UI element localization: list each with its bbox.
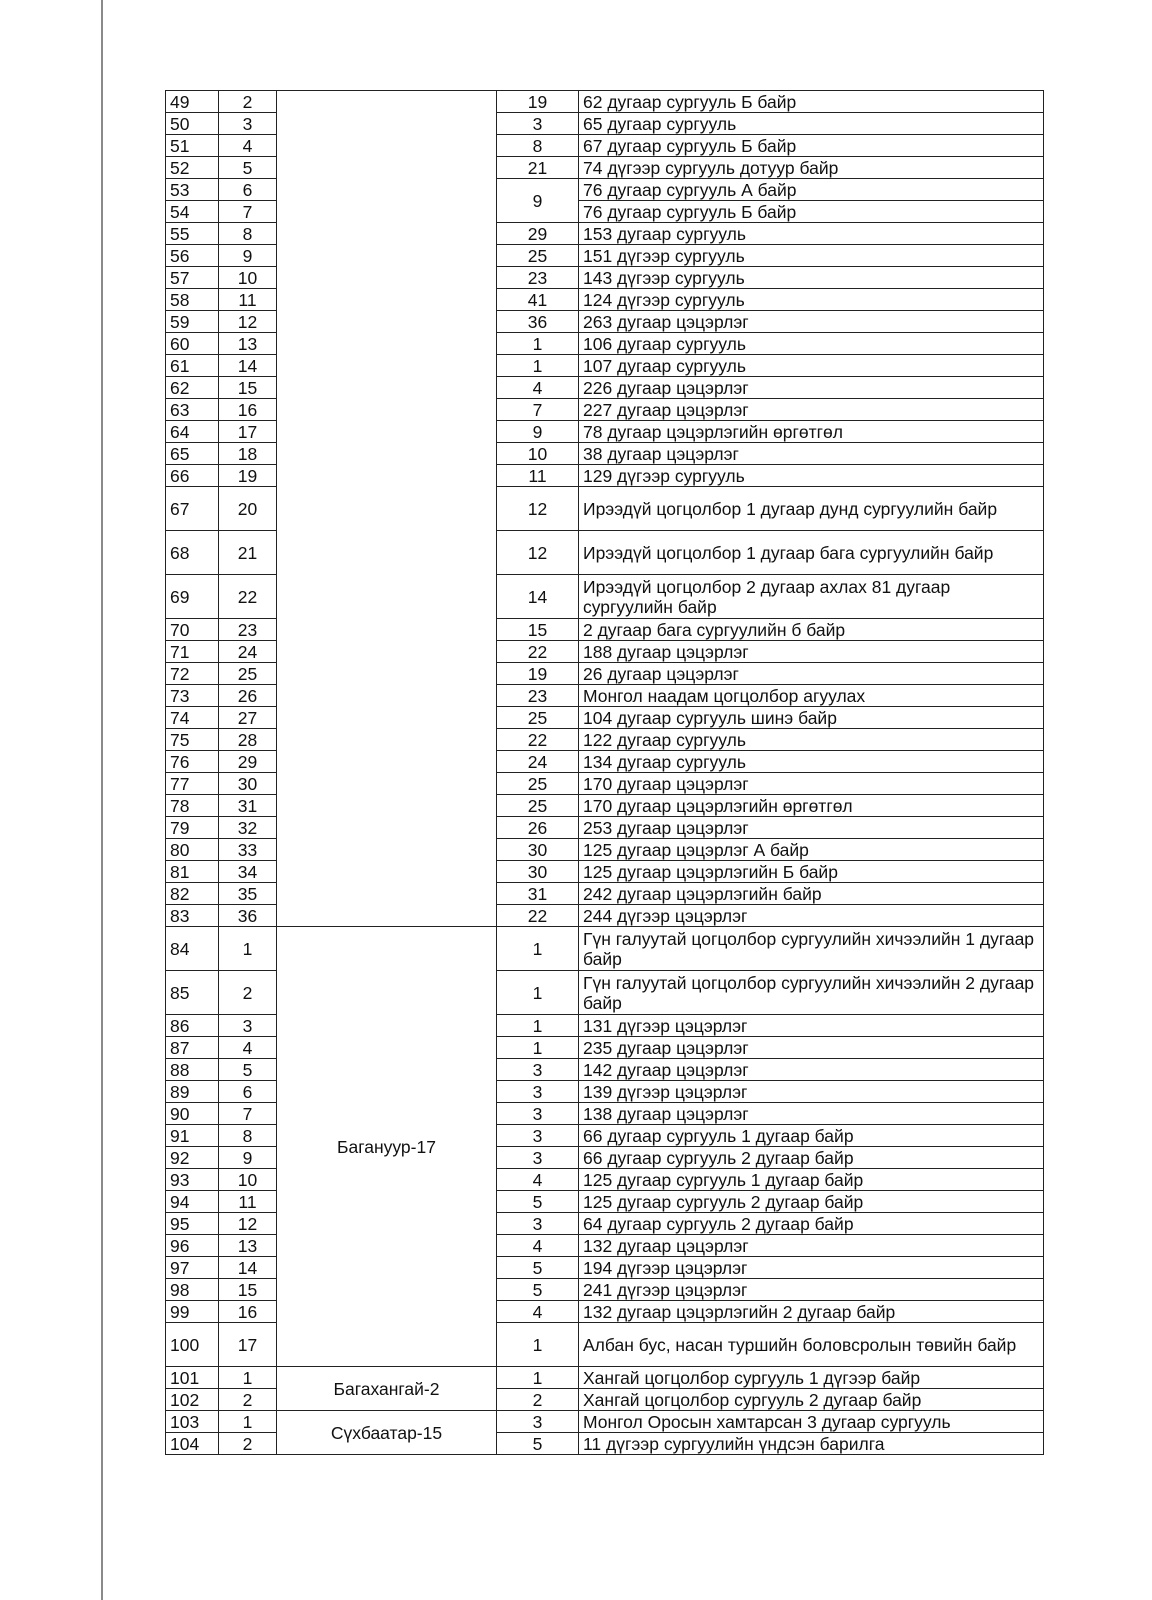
sub-number-cell: 29 bbox=[219, 751, 277, 773]
sub-number-cell: 13 bbox=[219, 333, 277, 355]
facility-name-cell: 125 дугаар цэцэрлэгийн Б байр bbox=[579, 861, 1044, 883]
facility-name-cell: 67 дугаар сургууль Б байр bbox=[579, 135, 1044, 157]
khoroo-cell: 3 bbox=[497, 1411, 579, 1433]
facility-name-cell: 263 дугаар цэцэрлэг bbox=[579, 311, 1044, 333]
table-row bbox=[166, 927, 1044, 971]
sub-number-cell: 11 bbox=[219, 289, 277, 311]
sub-number-cell: 14 bbox=[219, 1257, 277, 1279]
sub-number-cell: 36 bbox=[219, 905, 277, 927]
facility-name-cell: Гүн галуутай цогцолбор сургуулийн хичээлийн 2 дугаар байр bbox=[579, 971, 1044, 1015]
sub-number-cell: 1 bbox=[219, 1367, 277, 1389]
row-number-cell: 56 bbox=[166, 245, 219, 267]
row-number-cell: 61 bbox=[166, 355, 219, 377]
sub-number-cell: 35 bbox=[219, 883, 277, 905]
sub-number-cell: 17 bbox=[219, 421, 277, 443]
khoroo-cell: 3 bbox=[497, 1213, 579, 1235]
district-cell bbox=[277, 91, 497, 927]
khoroo-cell: 9 bbox=[497, 421, 579, 443]
sub-number-cell: 9 bbox=[219, 1147, 277, 1169]
khoroo-cell: 4 bbox=[497, 1301, 579, 1323]
row-number-cell: 49 bbox=[166, 91, 219, 113]
sub-number-cell: 18 bbox=[219, 443, 277, 465]
sub-number-cell: 3 bbox=[219, 1015, 277, 1037]
row-number-cell: 75 bbox=[166, 729, 219, 751]
sub-number-cell: 28 bbox=[219, 729, 277, 751]
facility-name-cell: Монгол Оросын хамтарсан 3 дугаар сургууль bbox=[579, 1411, 1044, 1433]
sub-number-cell: 8 bbox=[219, 223, 277, 245]
facility-name-cell: Ирээдүй цогцолбор 2 дугаар ахлах 81 дугаар сургуулийн байр bbox=[579, 575, 1044, 619]
khoroo-cell: 4 bbox=[497, 1235, 579, 1257]
facility-name-cell: 74 дүгээр сургууль дотуур байр bbox=[579, 157, 1044, 179]
facility-name-cell: 125 дугаар сургууль 1 дугаар байр bbox=[579, 1169, 1044, 1191]
facility-name-cell: 227 дугаар цэцэрлэг bbox=[579, 399, 1044, 421]
khoroo-cell: 30 bbox=[497, 861, 579, 883]
row-number-cell: 63 bbox=[166, 399, 219, 421]
row-number-cell: 96 bbox=[166, 1235, 219, 1257]
sub-number-cell: 16 bbox=[219, 399, 277, 421]
row-number-cell: 77 bbox=[166, 773, 219, 795]
facility-name-cell: 66 дугаар сургууль 2 дугаар байр bbox=[579, 1147, 1044, 1169]
facility-name-cell: Гүн галуутай цогцолбор сургуулийн хичээлийн 1 дугаар байр bbox=[579, 927, 1044, 971]
sub-number-cell: 7 bbox=[219, 1103, 277, 1125]
khoroo-cell: 36 bbox=[497, 311, 579, 333]
sub-number-cell: 10 bbox=[219, 1169, 277, 1191]
facility-name-cell: 62 дугаар сургууль Б байр bbox=[579, 91, 1044, 113]
row-number-cell: 66 bbox=[166, 465, 219, 487]
facility-name-cell: 65 дугаар сургууль bbox=[579, 113, 1044, 135]
row-number-cell: 98 bbox=[166, 1279, 219, 1301]
row-number-cell: 95 bbox=[166, 1213, 219, 1235]
facility-name-cell: 235 дугаар цэцэрлэг bbox=[579, 1037, 1044, 1059]
row-number-cell: 103 bbox=[166, 1411, 219, 1433]
khoroo-cell: 4 bbox=[497, 377, 579, 399]
facility-name-cell: Ирээдүй цогцолбор 1 дугаар бага сургуулийн байр bbox=[579, 531, 1044, 575]
facility-name-cell: 194 дүгээр цэцэрлэг bbox=[579, 1257, 1044, 1279]
row-number-cell: 67 bbox=[166, 487, 219, 531]
row-number-cell: 101 bbox=[166, 1367, 219, 1389]
khoroo-cell: 2 bbox=[497, 1389, 579, 1411]
row-number-cell: 52 bbox=[166, 157, 219, 179]
khoroo-cell: 22 bbox=[497, 905, 579, 927]
khoroo-cell: 25 bbox=[497, 245, 579, 267]
facility-name-cell: 131 дүгээр цэцэрлэг bbox=[579, 1015, 1044, 1037]
row-number-cell: 60 bbox=[166, 333, 219, 355]
khoroo-cell: 1 bbox=[497, 333, 579, 355]
sub-number-cell: 10 bbox=[219, 267, 277, 289]
khoroo-cell: 5 bbox=[497, 1433, 579, 1455]
sub-number-cell: 12 bbox=[219, 311, 277, 333]
khoroo-cell: 19 bbox=[497, 91, 579, 113]
row-number-cell: 82 bbox=[166, 883, 219, 905]
facility-name-cell: 139 дүгээр цэцэрлэг bbox=[579, 1081, 1044, 1103]
khoroo-cell: 4 bbox=[497, 1169, 579, 1191]
sub-number-cell: 13 bbox=[219, 1235, 277, 1257]
row-number-cell: 62 bbox=[166, 377, 219, 399]
facility-name-cell: Ирээдүй цогцолбор 1 дугаар дунд сургуулийн байр bbox=[579, 487, 1044, 531]
sub-number-cell: 7 bbox=[219, 201, 277, 223]
sub-number-cell: 17 bbox=[219, 1323, 277, 1367]
row-number-cell: 57 bbox=[166, 267, 219, 289]
sub-number-cell: 24 bbox=[219, 641, 277, 663]
khoroo-cell: 8 bbox=[497, 135, 579, 157]
facility-name-cell: 142 дугаар цэцэрлэг bbox=[579, 1059, 1044, 1081]
row-number-cell: 74 bbox=[166, 707, 219, 729]
khoroo-cell: 7 bbox=[497, 399, 579, 421]
sub-number-cell: 6 bbox=[219, 179, 277, 201]
khoroo-cell: 29 bbox=[497, 223, 579, 245]
sub-number-cell: 4 bbox=[219, 1037, 277, 1059]
sub-number-cell: 1 bbox=[219, 1411, 277, 1433]
district-cell: Багахангай-2 bbox=[277, 1367, 497, 1411]
district-cell: Багануур-17 bbox=[277, 927, 497, 1367]
row-number-cell: 65 bbox=[166, 443, 219, 465]
facility-name-cell: 151 дүгээр сургууль bbox=[579, 245, 1044, 267]
sub-number-cell: 2 bbox=[219, 1389, 277, 1411]
facility-name-cell: 188 дугаар цэцэрлэг bbox=[579, 641, 1044, 663]
row-number-cell: 51 bbox=[166, 135, 219, 157]
facility-name-cell: 244 дүгээр цэцэрлэг bbox=[579, 905, 1044, 927]
row-number-cell: 73 bbox=[166, 685, 219, 707]
facility-name-cell: 11 дүгээр сургуулийн үндсэн барилга bbox=[579, 1433, 1044, 1455]
khoroo-cell: 22 bbox=[497, 641, 579, 663]
facility-name-cell: 170 дугаар цэцэрлэгийн өргөтгөл bbox=[579, 795, 1044, 817]
khoroo-cell: 23 bbox=[497, 267, 579, 289]
facility-name-cell: 78 дугаар цэцэрлэгийн өргөтгөл bbox=[579, 421, 1044, 443]
sub-number-cell: 20 bbox=[219, 487, 277, 531]
facility-name-cell: 129 дүгээр сургууль bbox=[579, 465, 1044, 487]
sub-number-cell: 15 bbox=[219, 1279, 277, 1301]
row-number-cell: 59 bbox=[166, 311, 219, 333]
facility-name-cell: 2 дугаар бага сургуулийн б байр bbox=[579, 619, 1044, 641]
khoroo-cell: 12 bbox=[497, 531, 579, 575]
facility-name-cell: 253 дугаар цэцэрлэг bbox=[579, 817, 1044, 839]
khoroo-cell: 1 bbox=[497, 1323, 579, 1367]
row-number-cell: 50 bbox=[166, 113, 219, 135]
khoroo-cell: 21 bbox=[497, 157, 579, 179]
facility-name-cell: 226 дугаар цэцэрлэг bbox=[579, 377, 1044, 399]
sub-number-cell: 31 bbox=[219, 795, 277, 817]
sub-number-cell: 15 bbox=[219, 377, 277, 399]
khoroo-cell: 3 bbox=[497, 113, 579, 135]
sub-number-cell: 5 bbox=[219, 157, 277, 179]
row-number-cell: 85 bbox=[166, 971, 219, 1015]
facility-name-cell: Монгол наадам цогцолбор агуулах bbox=[579, 685, 1044, 707]
sub-number-cell: 2 bbox=[219, 91, 277, 113]
khoroo-cell: 14 bbox=[497, 575, 579, 619]
khoroo-cell: 9 bbox=[497, 179, 579, 223]
khoroo-cell: 24 bbox=[497, 751, 579, 773]
khoroo-cell: 10 bbox=[497, 443, 579, 465]
row-number-cell: 99 bbox=[166, 1301, 219, 1323]
khoroo-cell: 3 bbox=[497, 1059, 579, 1081]
row-number-cell: 100 bbox=[166, 1323, 219, 1367]
row-number-cell: 102 bbox=[166, 1389, 219, 1411]
khoroo-cell: 1 bbox=[497, 971, 579, 1015]
sub-number-cell: 2 bbox=[219, 971, 277, 1015]
sub-number-cell: 25 bbox=[219, 663, 277, 685]
khoroo-cell: 25 bbox=[497, 773, 579, 795]
sub-number-cell: 3 bbox=[219, 113, 277, 135]
sub-number-cell: 23 bbox=[219, 619, 277, 641]
facility-name-cell: 76 дугаар сургууль Б байр bbox=[579, 201, 1044, 223]
sub-number-cell: 21 bbox=[219, 531, 277, 575]
sub-number-cell: 2 bbox=[219, 1433, 277, 1455]
district-cell: Сүхбаатар-15 bbox=[277, 1411, 497, 1455]
sub-number-cell: 4 bbox=[219, 135, 277, 157]
khoroo-cell: 1 bbox=[497, 1367, 579, 1389]
sub-number-cell: 33 bbox=[219, 839, 277, 861]
table-row bbox=[166, 91, 1044, 113]
row-number-cell: 83 bbox=[166, 905, 219, 927]
page-edge-line bbox=[101, 0, 103, 1600]
facility-name-cell: Хангай цогцолбор сургууль 1 дүгээр байр bbox=[579, 1367, 1044, 1389]
sub-number-cell: 14 bbox=[219, 355, 277, 377]
facility-name-cell: 76 дугаар сургууль А байр bbox=[579, 179, 1044, 201]
table-row bbox=[166, 1367, 1044, 1389]
row-number-cell: 92 bbox=[166, 1147, 219, 1169]
facility-name-cell: 143 дүгээр сургууль bbox=[579, 267, 1044, 289]
row-number-cell: 87 bbox=[166, 1037, 219, 1059]
khoroo-cell: 1 bbox=[497, 355, 579, 377]
row-number-cell: 91 bbox=[166, 1125, 219, 1147]
facility-name-cell: 64 дугаар сургууль 2 дугаар байр bbox=[579, 1213, 1044, 1235]
row-number-cell: 90 bbox=[166, 1103, 219, 1125]
row-number-cell: 80 bbox=[166, 839, 219, 861]
khoroo-cell: 1 bbox=[497, 1037, 579, 1059]
facility-name-cell: 132 дугаар цэцэрлэг bbox=[579, 1235, 1044, 1257]
row-number-cell: 78 bbox=[166, 795, 219, 817]
khoroo-cell: 3 bbox=[497, 1125, 579, 1147]
khoroo-cell: 41 bbox=[497, 289, 579, 311]
khoroo-cell: 5 bbox=[497, 1279, 579, 1301]
facility-name-cell: 66 дугаар сургууль 1 дугаар байр bbox=[579, 1125, 1044, 1147]
row-number-cell: 71 bbox=[166, 641, 219, 663]
sub-number-cell: 32 bbox=[219, 817, 277, 839]
sub-number-cell: 34 bbox=[219, 861, 277, 883]
row-number-cell: 88 bbox=[166, 1059, 219, 1081]
sub-number-cell: 6 bbox=[219, 1081, 277, 1103]
sub-number-cell: 19 bbox=[219, 465, 277, 487]
facility-name-cell: 125 дугаар сургууль 2 дугаар байр bbox=[579, 1191, 1044, 1213]
facility-name-cell: Хангай цогцолбор сургууль 2 дугаар байр bbox=[579, 1389, 1044, 1411]
row-number-cell: 94 bbox=[166, 1191, 219, 1213]
khoroo-cell: 30 bbox=[497, 839, 579, 861]
sub-number-cell: 22 bbox=[219, 575, 277, 619]
row-number-cell: 55 bbox=[166, 223, 219, 245]
khoroo-cell: 15 bbox=[497, 619, 579, 641]
khoroo-cell: 31 bbox=[497, 883, 579, 905]
sub-number-cell: 8 bbox=[219, 1125, 277, 1147]
khoroo-cell: 25 bbox=[497, 795, 579, 817]
row-number-cell: 68 bbox=[166, 531, 219, 575]
sub-number-cell: 11 bbox=[219, 1191, 277, 1213]
facility-name-cell: 138 дугаар цэцэрлэг bbox=[579, 1103, 1044, 1125]
khoroo-cell: 5 bbox=[497, 1257, 579, 1279]
khoroo-cell: 1 bbox=[497, 1015, 579, 1037]
facility-name-cell: 38 дугаар цэцэрлэг bbox=[579, 443, 1044, 465]
sub-number-cell: 12 bbox=[219, 1213, 277, 1235]
facility-name-cell: 153 дугаар сургууль bbox=[579, 223, 1044, 245]
row-number-cell: 104 bbox=[166, 1433, 219, 1455]
khoroo-cell: 26 bbox=[497, 817, 579, 839]
row-number-cell: 72 bbox=[166, 663, 219, 685]
facility-table bbox=[165, 90, 1044, 1455]
khoroo-cell: 3 bbox=[497, 1147, 579, 1169]
khoroo-cell: 12 bbox=[497, 487, 579, 531]
row-number-cell: 58 bbox=[166, 289, 219, 311]
row-number-cell: 86 bbox=[166, 1015, 219, 1037]
row-number-cell: 79 bbox=[166, 817, 219, 839]
row-number-cell: 53 bbox=[166, 179, 219, 201]
row-number-cell: 89 bbox=[166, 1081, 219, 1103]
row-number-cell: 69 bbox=[166, 575, 219, 619]
facility-name-cell: 125 дугаар цэцэрлэг А байр bbox=[579, 839, 1044, 861]
facility-name-cell: 241 дүгээр цэцэрлэг bbox=[579, 1279, 1044, 1301]
facility-name-cell: 106 дугаар сургууль bbox=[579, 333, 1044, 355]
sub-number-cell: 16 bbox=[219, 1301, 277, 1323]
facility-name-cell: 104 дугаар сургууль шинэ байр bbox=[579, 707, 1044, 729]
row-number-cell: 70 bbox=[166, 619, 219, 641]
row-number-cell: 93 bbox=[166, 1169, 219, 1191]
row-number-cell: 81 bbox=[166, 861, 219, 883]
sub-number-cell: 9 bbox=[219, 245, 277, 267]
row-number-cell: 76 bbox=[166, 751, 219, 773]
row-number-cell: 97 bbox=[166, 1257, 219, 1279]
khoroo-cell: 3 bbox=[497, 1103, 579, 1125]
facility-name-cell: 132 дугаар цэцэрлэгийн 2 дугаар байр bbox=[579, 1301, 1044, 1323]
facility-name-cell: Албан бус, насан туршийн боловсролын төвийн байр bbox=[579, 1323, 1044, 1367]
row-number-cell: 64 bbox=[166, 421, 219, 443]
khoroo-cell: 3 bbox=[497, 1081, 579, 1103]
facility-name-cell: 124 дүгээр сургууль bbox=[579, 289, 1044, 311]
khoroo-cell: 25 bbox=[497, 707, 579, 729]
sub-number-cell: 26 bbox=[219, 685, 277, 707]
table-row bbox=[166, 1411, 1044, 1433]
sub-number-cell: 5 bbox=[219, 1059, 277, 1081]
facility-name-cell: 170 дугаар цэцэрлэг bbox=[579, 773, 1044, 795]
khoroo-cell: 19 bbox=[497, 663, 579, 685]
khoroo-cell: 11 bbox=[497, 465, 579, 487]
sub-number-cell: 30 bbox=[219, 773, 277, 795]
khoroo-cell: 23 bbox=[497, 685, 579, 707]
sub-number-cell: 1 bbox=[219, 927, 277, 971]
khoroo-cell: 5 bbox=[497, 1191, 579, 1213]
facility-name-cell: 122 дугаар сургууль bbox=[579, 729, 1044, 751]
row-number-cell: 84 bbox=[166, 927, 219, 971]
facility-name-cell: 242 дугаар цэцэрлэгийн байр bbox=[579, 883, 1044, 905]
facility-name-cell: 26 дугаар цэцэрлэг bbox=[579, 663, 1044, 685]
sub-number-cell: 27 bbox=[219, 707, 277, 729]
facility-name-cell: 134 дугаар сургууль bbox=[579, 751, 1044, 773]
facility-name-cell: 107 дугаар сургууль bbox=[579, 355, 1044, 377]
khoroo-cell: 1 bbox=[497, 927, 579, 971]
row-number-cell: 54 bbox=[166, 201, 219, 223]
khoroo-cell: 22 bbox=[497, 729, 579, 751]
